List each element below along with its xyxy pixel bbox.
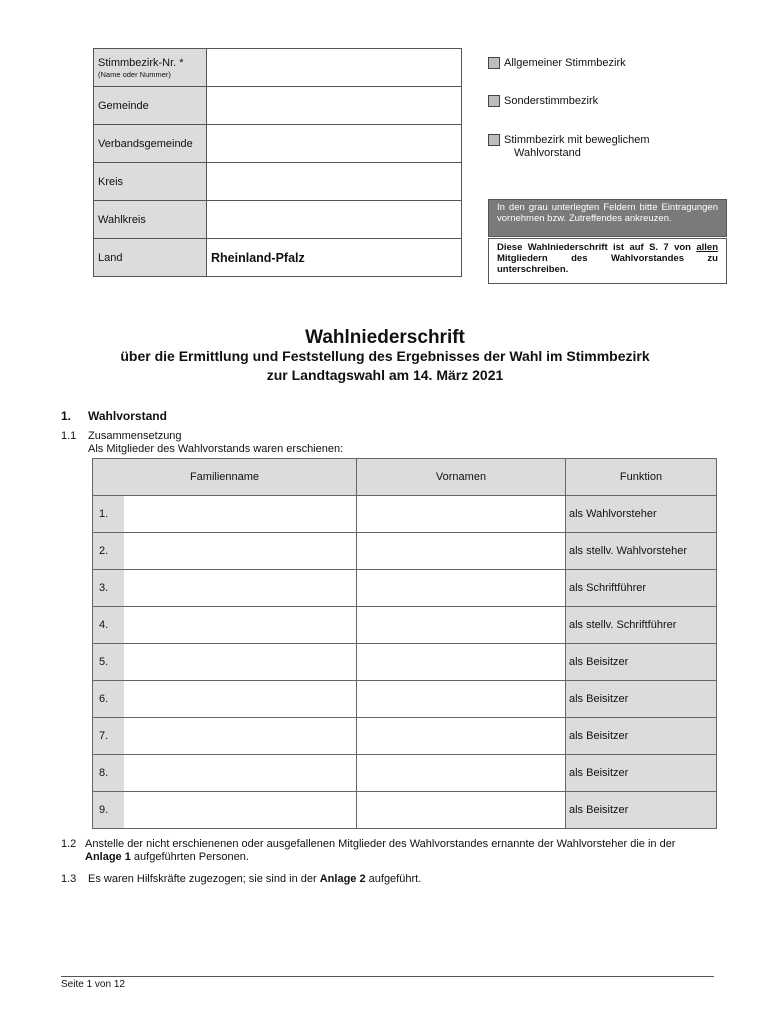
vornamen-field[interactable] [357,496,566,533]
funktion-cell: als Beisitzer [566,718,717,755]
page-footer: Seite 1 von 12 [61,979,125,990]
checkbox-allgemein[interactable] [488,57,500,69]
table-row [93,496,717,533]
wahlkreis-label: Wahlkreis [94,201,207,239]
table-row [93,755,717,792]
checkbox-sonder-label: Sonderstimmbezirk [504,95,599,107]
footer-divider [61,976,714,977]
gemeinde-label: Gemeinde [94,87,207,125]
wahlkreis-field[interactable] [207,201,462,239]
land-value: Rheinland-Pfalz [207,239,462,277]
kreis-label: Kreis [94,163,207,201]
table-row [93,533,717,570]
checkbox-beweglich[interactable] [488,134,500,146]
section-1-3-text-2: aufgeführt. [365,873,422,885]
document-subtitle-2: zur Landtagswahl am 14. März 2021 [266,367,504,383]
row-number: 2. [93,533,125,570]
vornamen-field[interactable] [357,607,566,644]
kreis-field[interactable] [207,163,462,201]
funktion-cell: als Wahlvorsteher [566,496,717,533]
section-1-2-anlage: Anlage 1 [85,851,131,863]
familienname-field[interactable] [124,570,357,607]
table-row [93,792,717,829]
familienname-field[interactable] [124,681,357,718]
vornamen-field[interactable] [357,533,566,570]
land-label: Land [94,239,207,277]
row-number: 7. [93,718,125,755]
section-1-3-anlage: Anlage 2 [319,873,366,885]
header-familienname: Familienname [93,459,357,496]
gemeinde-field[interactable] [207,87,462,125]
signature-note [488,238,727,284]
section-1-2-number: 1.2 [61,838,77,850]
stimmbezirk-sublabel: (Name oder Nummer) [98,69,171,79]
row-number: 9. [93,792,125,829]
funktion-cell: als stellv. Schriftführer [566,607,717,644]
familienname-field[interactable] [124,607,357,644]
familienname-field[interactable] [124,755,357,792]
familienname-field[interactable] [124,496,357,533]
vornamen-field[interactable] [357,792,566,829]
funktion-cell: als Beisitzer [566,792,717,829]
section-1-title: Wahlvorstand [88,409,167,423]
section-1-3-text [88,873,421,885]
checkbox-beweglich-label-1: Stimmbezirk mit beweglichem [504,134,650,146]
section-1-2-text-2: aufgeführten Personen. [130,851,249,863]
table-row [93,718,717,755]
grey-fields-note: In den grau unterlegten Feldern bitte Eintragungen vornehmen bzw. Zutreffendes ankreuzen. [488,199,727,237]
checkbox-row-sonder[interactable] [488,95,598,107]
familienname-field[interactable] [124,718,357,755]
vornamen-field[interactable] [357,718,566,755]
stimmbezirk-label [94,49,207,87]
section-1-2-text [85,838,725,864]
checkbox-row-beweglich[interactable] [488,134,649,160]
signature-note-underlined: allen [696,242,718,253]
row-number: 5. [93,644,125,681]
funktion-cell: als Beisitzer [566,755,717,792]
familienname-field[interactable] [124,792,357,829]
vornamen-field[interactable] [357,644,566,681]
row-number: 4. [93,607,125,644]
table-row [93,570,717,607]
document-subtitle-1: über die Ermittlung und Feststellung des Ergebnisses der Wahl im Stimmbezirk [120,348,650,364]
checkbox-allgemein-label: Allgemeiner Stimmbezirk [504,57,626,69]
verbandsgemeinde-field[interactable] [207,125,462,163]
table-row [93,644,717,681]
row-number: 6. [93,681,125,718]
section-1-1-title: Zusammensetzung [88,430,182,442]
checkbox-beweglich-label-2: Wahlvorstand [514,147,581,159]
vornamen-field[interactable] [357,570,566,607]
row-number: 8. [93,755,125,792]
members-table-body [93,496,717,829]
funktion-cell: als Beisitzer [566,644,717,681]
row-number: 1. [93,496,125,533]
funktion-cell: als Beisitzer [566,681,717,718]
checkbox-row-allgemein[interactable] [488,57,626,69]
wahlvorstand-members-table [92,458,717,829]
row-number: 3. [93,570,125,607]
funktion-cell: als Schriftführer [566,570,717,607]
stimmbezirk-label-text: Stimmbezirk-Nr. * [98,56,184,69]
verbandsgemeinde-label: Verbandsgemeinde [94,125,207,163]
stimmbezirk-field[interactable] [207,49,462,87]
funktion-cell: als stellv. Wahlvorsteher [566,533,717,570]
checkbox-sonder[interactable] [488,95,500,107]
vornamen-field[interactable] [357,755,566,792]
stimmbezirk-info-table [93,48,462,277]
section-1-number: 1. [61,409,72,423]
familienname-field[interactable] [124,533,357,570]
header-vornamen: Vornamen [357,459,566,496]
document-title: Wahlniederschrift [305,327,465,348]
header-funktion: Funktion [566,459,717,496]
table-row [93,607,717,644]
familienname-field[interactable] [124,644,357,681]
section-1-2-text-1: Anstelle der nicht erschienenen oder ausgefallenen Mitglieder des Wahlvorstandes ernannte der Wahlvorsteher die in der [85,838,676,850]
section-1-3-text-1: Es waren Hilfskräfte zugezogen; sie sind in der [88,873,320,885]
section-1-1-number: 1.1 [61,430,77,442]
section-1-1-description: Als Mitglieder des Wahlvorstands waren erschienen: [88,443,344,455]
section-1-3-number: 1.3 [61,873,77,885]
vornamen-field[interactable] [357,681,566,718]
signature-note-pre: Diese Wahlniederschrift ist auf S. 7 von [497,242,697,253]
table-row [93,681,717,718]
signature-note-post: Mitgliedern des Wahlvorstandes zu unterschreiben. [497,253,718,275]
